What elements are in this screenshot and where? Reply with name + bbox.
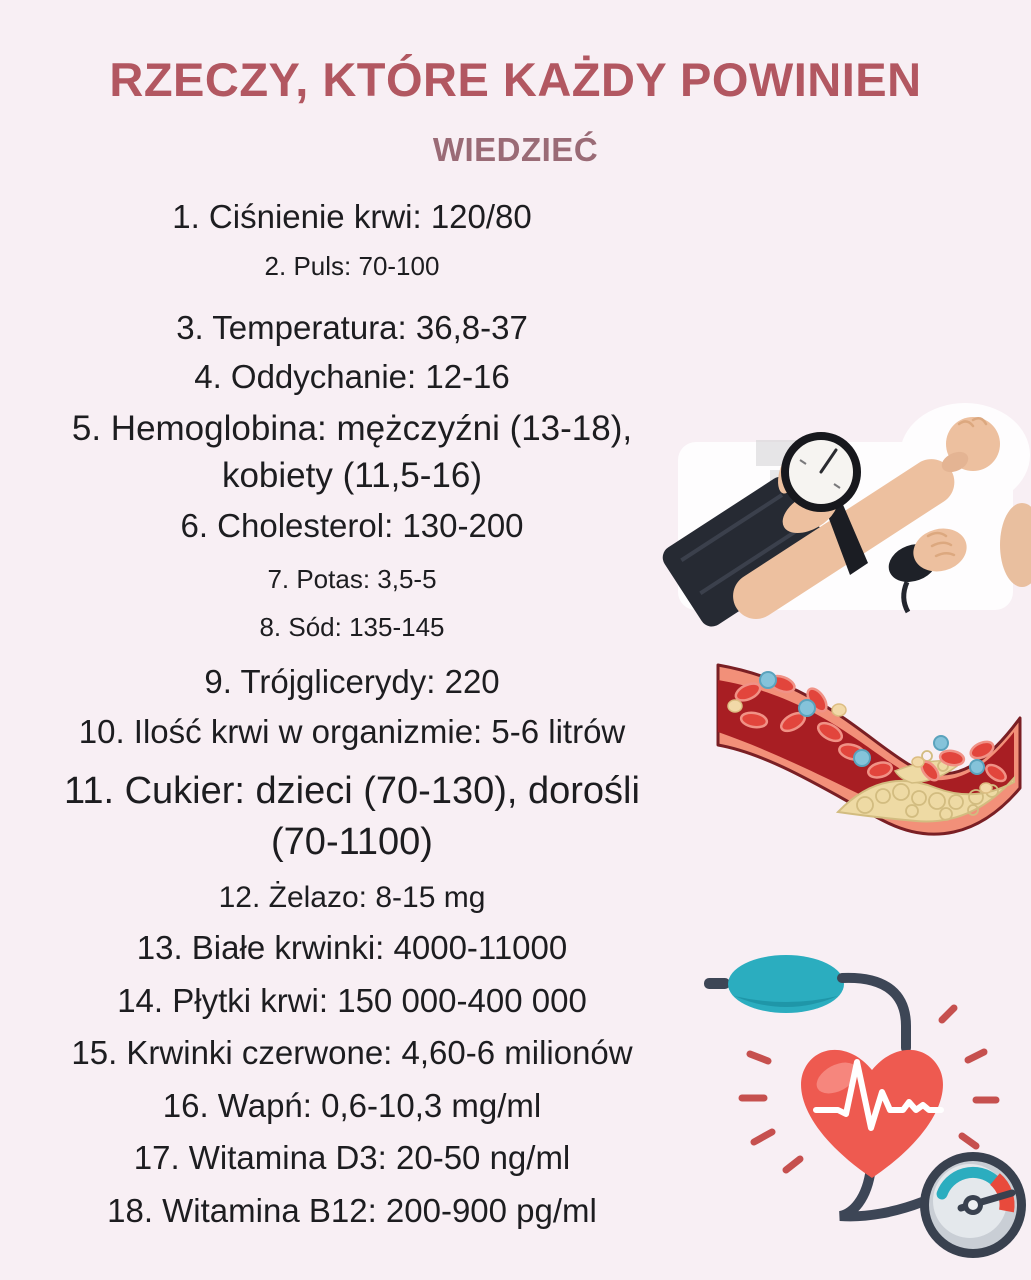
list-item-16: 16. Wapń: 0,6-10,3 mg/ml	[162, 1086, 542, 1124]
tube-top	[842, 978, 906, 1048]
list-item-2: 2. Puls: 70-100	[264, 250, 440, 281]
page-subtitle: WIEDZIEĆ	[432, 131, 599, 168]
artery-cholesterol-illustration	[690, 640, 1031, 860]
list-item-7: 7. Potas: 3,5-5	[267, 563, 437, 594]
heart-shape	[801, 1050, 943, 1178]
pump-bulb	[728, 955, 844, 1013]
list-item-18: 18. Witamina B12: 200-900 pg/ml	[107, 1191, 597, 1229]
list-item-13: 13. Białe krwinki: 4000-11000	[136, 929, 568, 967]
list-item-12: 12. Żelazo: 8-15 mg	[218, 880, 486, 914]
list-item-4: 4. Oddychanie: 12-16	[194, 358, 510, 396]
list-item-15: 15. Krwinki czerwone: 4,60-6 milionów	[71, 1034, 633, 1072]
blood-pressure-photo	[660, 400, 1031, 630]
list-item-9: 9. Trójglicerydy: 220	[204, 662, 500, 700]
list-item-5: 5. Hemoglobina: mężczyźni (13-18), kobiety (11,5-16)	[71, 408, 633, 495]
pressure-gauge	[920, 1152, 1026, 1258]
list-item-11: 11. Cukier: dzieci (70-130), dorośli (70-1100)	[64, 770, 640, 864]
list-item-14: 14. Płytki krwi: 150 000-400 000	[117, 981, 587, 1019]
bulb-valve	[704, 978, 730, 989]
health-facts-list	[12, 190, 692, 1241]
heart-ecg-gauge-illustration	[690, 920, 1031, 1280]
list-item-17: 17. Witamina D3: 20-50 ng/ml	[133, 1139, 571, 1177]
list-item-6: 6. Cholesterol: 130-200	[180, 507, 524, 545]
list-item-8: 8. Sód: 135-145	[259, 611, 445, 642]
list-item-3: 3. Temperatura: 36,8-37	[176, 308, 528, 346]
page-title: RZECZY, KTÓRE KAŻDY POWINIEN	[109, 53, 922, 106]
list-item-10: 10. Ilość krwi w organizmie: 5-6 litrów	[78, 712, 626, 750]
list-item-1: 1. Ciśnienie krwi: 120/80	[172, 198, 532, 235]
tube-bottom	[840, 1168, 922, 1216]
